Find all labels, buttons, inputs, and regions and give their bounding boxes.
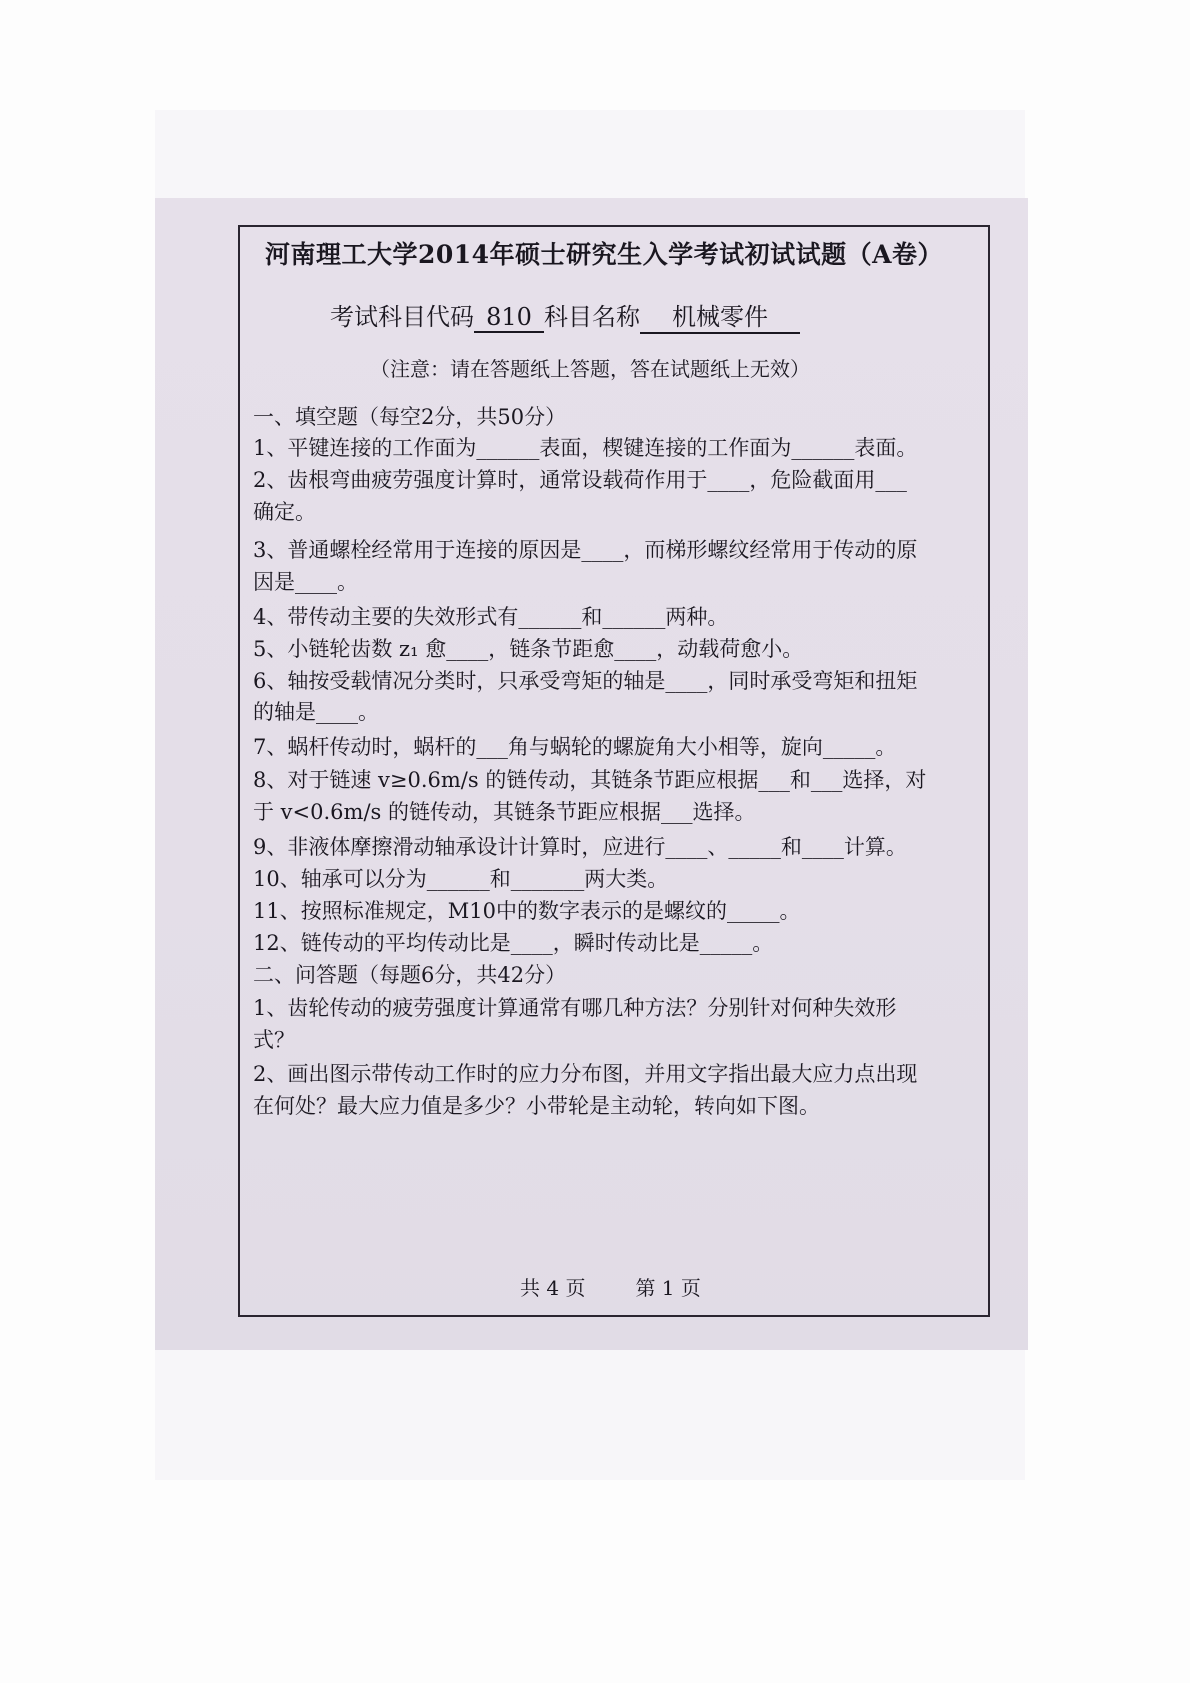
subject-name-label: 科目名称 xyxy=(544,303,640,331)
section-heading-qa: 二、问答题（每题6分，共42分） xyxy=(253,963,567,987)
exam-paper-photo xyxy=(155,198,1028,1350)
exam-note: （注意：请在答题纸上答题，答在试题纸上无效） xyxy=(370,357,810,381)
question-line: 4、带传动主要的失效形式有______和______两种。 xyxy=(253,605,729,629)
question-line: 6、轴按受载情况分类时，只承受弯矩的轴是____，同时承受弯矩和扭矩 xyxy=(253,669,918,693)
subject-code: 810 xyxy=(474,303,544,333)
exam-border xyxy=(238,225,990,1317)
subject-line xyxy=(330,297,800,334)
page-total: 共 4 页 xyxy=(520,1276,586,1300)
question-line: 于 v<0.6m/s 的链传动，其链条节距应根据___选择。 xyxy=(253,800,756,824)
question-line: 3、普通螺栓经常用于连接的原因是____，而梯形螺纹经常用于传动的原 xyxy=(253,538,918,562)
question-line: 确定。 xyxy=(253,500,316,524)
question-line: 7、蜗杆传动时，蜗杆的___角与蜗轮的螺旋角大小相等，旋向_____。 xyxy=(253,735,897,759)
question-line: 1、平键连接的工作面为______表面，楔键连接的工作面为______表面。 xyxy=(253,436,918,460)
question-line: 的轴是____。 xyxy=(253,700,379,724)
question-line: 8、对于链速 v≥0.6m/s 的链传动，其链条节距应根据___和___选择，对 xyxy=(253,768,927,792)
section-heading-fill-blank: 一、填空题（每空2分，共50分） xyxy=(253,405,567,429)
question-line: 在何处？最大应力值是多少？小带轮是主动轮，转向如下图。 xyxy=(253,1094,820,1118)
question-line: 2、画出图示带传动工作时的应力分布图，并用文字指出最大应力点出现 xyxy=(253,1062,918,1086)
question-line: 9、非液体摩擦滑动轴承设计计算时，应进行____、_____和____计算。 xyxy=(253,835,907,859)
question-line: 10、轴承可以分为______和_______两大类。 xyxy=(253,867,669,891)
question-line: 5、小链轮齿数 z₁ 愈____，链条节距愈____，动载荷愈小。 xyxy=(253,637,804,661)
question-line: 因是____。 xyxy=(253,570,358,594)
exam-title: 河南理工大学2014年硕士研究生入学考试初试试题（A卷） xyxy=(265,240,943,269)
subject-name: 机械零件 xyxy=(640,297,800,334)
question-line: 1、齿轮传动的疲劳强度计算通常有哪几种方法？分别针对何种失效形 xyxy=(253,996,897,1020)
question-line: 11、按照标准规定，M10中的数字表示的是螺纹的_____。 xyxy=(253,899,801,923)
question-line: 12、链传动的平均传动比是____，瞬时传动比是_____。 xyxy=(253,931,774,955)
question-line: 式？ xyxy=(253,1028,295,1052)
page-footer xyxy=(520,1272,751,1301)
question-line: 2、齿根弯曲疲劳强度计算时，通常设载荷作用于____，危险截面用___ xyxy=(253,468,907,492)
page-current: 第 1 页 xyxy=(635,1276,701,1300)
subject-code-label: 考试科目代码 xyxy=(330,303,474,331)
